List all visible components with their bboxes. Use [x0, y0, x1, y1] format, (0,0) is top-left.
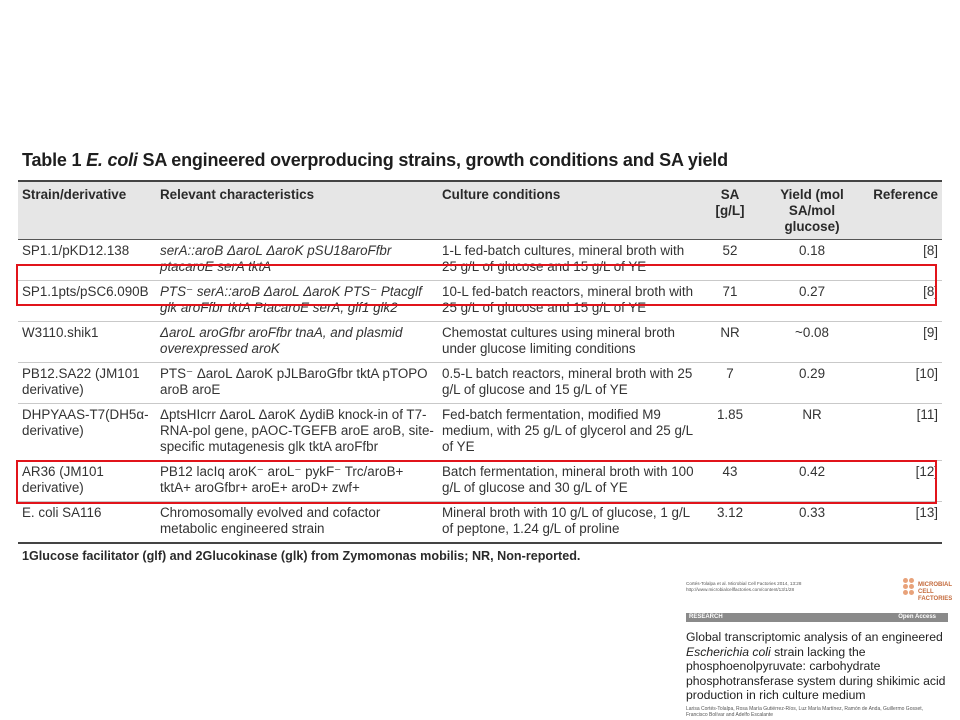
cell-sa: NR	[720, 325, 740, 340]
cell-reference: [8]	[923, 243, 938, 258]
table-footnote: 1Glucose facilitator (glf) and 2Glucokinase (glk) from Zymomonas mobilis; NR, Non-reported.	[22, 549, 581, 563]
paper-authors: Larisa Cortés-Tolalpa, Rosa María Gutiérrez-Ríos, Luz María Martínez, Ramón de Anda, Guillermo Gosset, Francisco Bolívar and Adelfo Escalante	[686, 706, 924, 718]
cell-yield: 0.27	[798, 284, 826, 299]
cell-yield: NR	[802, 407, 822, 422]
cell-characteristics: ΔptsHIcrr ΔaroL ΔaroK ΔydiB knock-in of T7-RNA-pol gene, pAOC-TGEFB aroE aroB, site-specific mutagenesis glk tktA aroFfbr	[160, 407, 434, 454]
cell-reference: [12]	[915, 464, 938, 479]
cell-sa: 7	[726, 366, 734, 381]
cell-yield: 0.29	[798, 366, 826, 381]
cell-conditions: 1-L fed-batch cultures, mineral broth with 25 g/L of glucose and 15 g/L of YE	[442, 243, 685, 274]
paper-title: Global transcriptomic analysis of an engineered Escherichia coli strain lacking the phosphoenolpyruvate: carbohydrate phosphotransferase system during shikimic acid production in rich culture medium	[686, 630, 946, 703]
cell-characteristics: serA::aroB ΔaroL ΔaroK pSU18aroFfbr ptacaroE serA tktA	[160, 243, 392, 274]
cell-characteristics: PTS⁻ ΔaroL ΔaroK pJLBaroGfbr tktA pTOPO aroB aroE	[160, 366, 428, 397]
cell-sa: 3.12	[716, 505, 744, 520]
cell-strain: SP1.1pts/pSC6.090B	[22, 284, 149, 299]
cell-reference: [13]	[915, 505, 938, 520]
cell-yield: ~0.08	[795, 325, 829, 340]
header-sa: SA [g/L]	[702, 181, 758, 240]
cell-reference: [9]	[923, 325, 938, 340]
highlight-box-sp11pts	[16, 264, 937, 306]
cell-yield: 0.42	[798, 464, 826, 479]
cell-conditions: Batch fermentation, mineral broth with 100 g/L of glucose and 30 g/L of YE	[442, 464, 694, 495]
cell-sa: 52	[722, 243, 738, 258]
table-row	[18, 363, 942, 404]
cell-strain: AR36 (JM101 derivative)	[22, 464, 104, 495]
cell-strain: E. coli SA116	[22, 505, 102, 520]
header-reference: Reference	[866, 181, 942, 240]
table-row	[18, 322, 942, 363]
header-conditions: Culture conditions	[438, 181, 702, 240]
section-label: RESEARCH	[689, 614, 723, 620]
header-yield: Yield (mol SA/mol glucose)	[758, 181, 866, 240]
table-row	[18, 404, 942, 461]
cell-reference: [8]	[923, 284, 938, 299]
cell-conditions: Fed-batch fermentation, modified M9 medium, with 25 g/L of glycerol and 25 g/L of YE	[442, 407, 693, 454]
cell-reference: [11]	[916, 407, 938, 422]
cell-strain: SP1.1/pKD12.138	[22, 243, 130, 258]
cell-sa: 43	[722, 464, 738, 479]
access-label: Open Access	[898, 614, 936, 620]
journal-name: MICROBIAL CELL FACTORIES	[918, 582, 953, 602]
paper-citation: Cortés-Tolalpa et al. Microbial Cell Factories 2014, 13:28 http://www.microbialcellfactories.com/content/13/1/28	[686, 581, 802, 592]
cell-characteristics: Chromosomally evolved and cofactor metabolic engineered strain	[160, 505, 381, 536]
cell-strain: PB12.SA22 (JM101 derivative)	[22, 366, 140, 397]
journal-logo-icon	[903, 578, 917, 600]
cell-conditions: Mineral broth with 10 g/L of glucose, 1 g/L of peptone, 1.24 g/L of proline	[442, 505, 690, 536]
section-bar	[686, 613, 948, 622]
table-header-row	[18, 181, 942, 240]
highlight-box-ar36	[16, 460, 937, 504]
cell-characteristics: PTS⁻ serA::aroB ΔaroL ΔaroK PTS⁻ Ptacglf glk aroFfbr tktA PtacaroE serA, glf1 glk2	[160, 284, 422, 315]
paper-thumbnail	[686, 578, 953, 720]
cell-conditions: Chemostat cultures using mineral broth under glucose limiting conditions	[442, 325, 675, 356]
table-title: Table 1 E. coli SA engineered overproducing strains, growth conditions and SA yield	[22, 150, 728, 170]
cell-conditions: 0.5-L batch reactors, mineral broth with 25 g/L of glucose and 15 g/L of YE	[442, 366, 693, 397]
cell-strain: DHPYAAS-T7(DH5α-derivative)	[22, 407, 149, 438]
cell-reference: [10]	[915, 366, 938, 381]
header-characteristics: Relevant characteristics	[156, 181, 438, 240]
cell-characteristics: PB12 lacIq aroK⁻ aroL⁻ pykF⁻ Trc/aroB+ tktA+ aroGfbr+ aroE+ aroD+ zwf+	[160, 464, 404, 495]
cell-yield: 0.33	[798, 505, 826, 520]
cell-sa: 1.85	[716, 407, 744, 422]
cell-conditions: 10-L fed-batch reactors, mineral broth with 25 g/L of glucose and 15 g/L of YE	[442, 284, 694, 315]
cell-characteristics: ΔaroL aroGfbr aroFfbr tnaA, and plasmid overexpressed aroK	[160, 325, 403, 356]
cell-strain: W3110.shik1	[22, 325, 99, 340]
cell-yield: 0.18	[798, 243, 826, 258]
header-strain: Strain/derivative	[18, 181, 156, 240]
table-row	[18, 502, 942, 544]
cell-sa: 71	[722, 284, 738, 299]
